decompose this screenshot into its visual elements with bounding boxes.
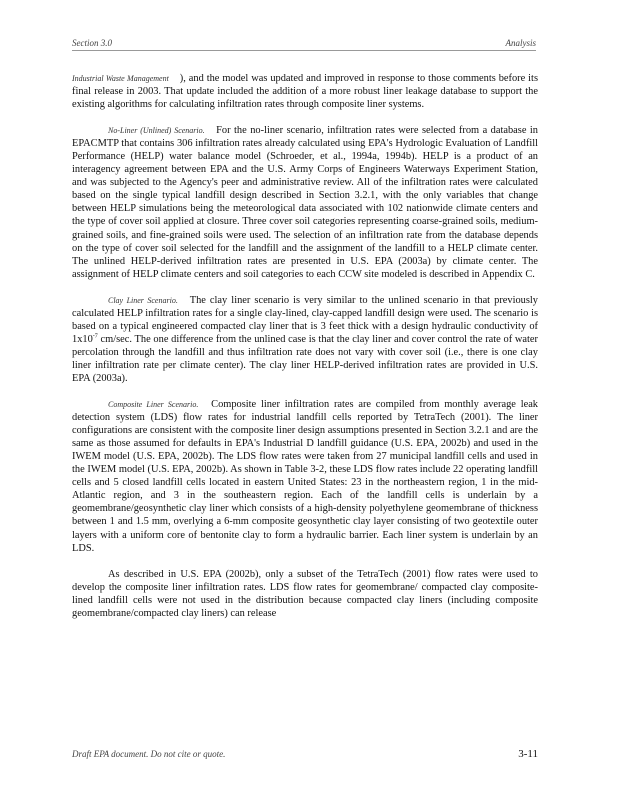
document-body <box>72 72 538 633</box>
paragraph-3-exponent: -7 <box>92 333 98 340</box>
paragraph-2-text: For the no-liner scenario, infiltration rates were selected from a database in EPACMTP that contains 306 infiltration rates already calculated using EPA's Hydrologic Evaluation of Landfill Performance (HELP) water balance model (Schroeder, et al., 1994a, 1994b). HELP is a product of an interagency agreement between EPA and the U.S. Army Corps of Engineers Waterways Experiment Station, and was subjected to the Agency's peer and administrative review. All of the infiltration rates were calculated based on the single typical landfill design described in Section 3.2.1, with the only variables that change between HELP simulations being the meteorological data associated with 102 nationwide climate centers and the type of cover soil applied at closure. Three cover soil categories representing coarse-grained soils, medium-grained soils, and fine-grained soils were used. The selection of an infiltration rate from the database depends on the type of cover soil selected for the landfill and the assignment of the landfill to a HELP climate center. The unlined HELP-derived infiltration rates are presented in U.S. EPA (2003a) by climate center. The assignment of HELP climate centers and soil categories to each CCW site modeled is described in Appendix C. <box>72 125 538 280</box>
paragraph-1-text: ), and the model was updated and improved in response to those comments before its final release in 2003. That update included the addition of a more robust liner leakage database to support the existing algorithms for calculating infiltration rates through composite liner systems. <box>72 73 538 111</box>
paragraph-2-runin: No-Liner (Unlined) Scenario. <box>108 126 213 136</box>
paragraph-3-runin: Clay Liner Scenario. <box>108 295 186 305</box>
paragraph-4-text: Composite liner infiltration rates are compiled from monthly average leak detection system (LDS) flow rates for industrial landfill cells reported by TetraTech (2001). The liner configurations are consistent with the composite liner design assumptions presented in Section 3.2.1 and are the same as those assumed for defaults in EPA's Industrial D landfill guidance (U.S. EPA, 2002b) and used in the IWEM model (U.S. EPA, 2002b). The LDS flow rates were taken from 27 municipal landfill cells and used in the IWEM model (U.S. EPA, 2002b). As shown in Table 3-2, these LDS flow rates include 22 operating landfill cells and 5 closed landfill cells located in eastern United States: 23 in the northeastern region, 1 in the mid-Atlantic region, and 3 in the southeastern region. Each of the landfill cells is underlain by a geomembrane/geosynthetic clay liner which consists of a high-density polyethylene geomembrane of thickness between 1 and 1.5 mm, overlying a 6-mm composite geosynthetic clay layer consisting of two geotextile outer layers with a uniform core of bentonite clay to form a hydraulic barrier. Each liner system is underlain by an LDS. <box>72 399 539 554</box>
header-section: Section 3.0 <box>72 38 112 48</box>
paragraph-4-runin: Composite Liner Scenario. <box>108 400 207 410</box>
page-header <box>72 38 536 51</box>
header-title: Analysis <box>505 38 536 48</box>
paragraph-5 <box>72 568 538 620</box>
paragraph-5-text: As described in U.S. EPA (2002b), only a subset of the TetraTech (2001) flow rates were used to develop the composite liner infiltration rates. LDS flow rates for geomembrane/ compacted clay composite-lined landfill cells were not used in the distribution because compacted clay liners (including composite geomembrane/compacted clay liners) can release <box>72 568 538 619</box>
paragraph-3 <box>72 294 538 385</box>
paragraph-3-text-a: The clay liner scenario is very similar to the unlined scenario in that previously calculated HELP infiltration rates for a single clay-lined, clay-capped landfill design were used. The scenario is based on a typical engineered compacted clay liner that is 3 feet thick with a design hydraulic conductivity of 1x10 <box>72 294 539 345</box>
page-number: 3-11 <box>518 748 538 760</box>
page-footer <box>72 748 538 760</box>
footer-disclaimer: Draft EPA document. Do not cite or quote. <box>72 749 226 759</box>
paragraph-4 <box>72 398 538 555</box>
paragraph-3-text-b: cm/sec. The one difference from the unlined case is that the clay liner and cover control the rate of water percolation through the landfill and thus infiltration rate does not vary with cover soil (i.e., there is one clay liner infiltration rate per climate center). The clay liner HELP-derived infiltration rates are provided in U.S. EPA (2003a). <box>72 333 538 384</box>
paragraph-1 <box>72 72 538 111</box>
paragraph-2 <box>72 124 538 281</box>
paragraph-1-runin: Industrial Waste Management <box>72 74 177 83</box>
